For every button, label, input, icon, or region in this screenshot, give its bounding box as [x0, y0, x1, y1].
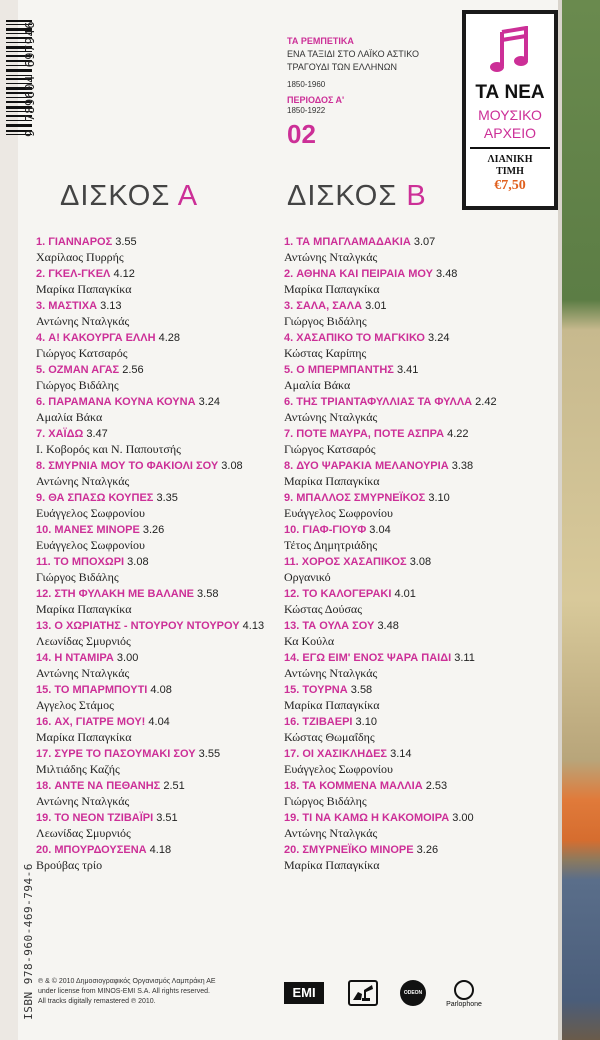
track-line	[284, 268, 544, 281]
track-line	[284, 524, 544, 537]
track-title: ΤΟΥΡΝΑ	[302, 684, 348, 696]
track-line	[284, 748, 544, 761]
track-duration: 3.08	[221, 460, 243, 472]
track-artist: Αντώνης Νταλγκάς	[284, 250, 378, 264]
track-line	[36, 236, 296, 249]
track-number: 12.	[36, 588, 52, 600]
track-item	[284, 460, 544, 492]
parlophone-logo	[440, 980, 488, 1010]
track-duration: 3.24	[198, 396, 221, 408]
track-item	[284, 748, 544, 780]
track-item	[284, 780, 544, 812]
series-subtitle-2: ΤΡΑΓΟΥΔΙ ΤΩΝ ΕΛΛΗΝΩΝ	[287, 62, 398, 72]
track-title: ΓΙΑΝΝΑΡΟΣ	[48, 236, 113, 248]
disc-b-letter: Β	[406, 180, 427, 212]
track-title: ΜΑΣΤΙΧΑ	[48, 300, 98, 312]
track-title: ΓΙΑΦ-ΓΙΟΥΦ	[302, 524, 367, 536]
track-title: ΠΟΤΕ ΜΑΥΡΑ, ΠΟΤΕ ΑΣΠΡΑ	[296, 428, 445, 440]
track-number: 8.	[284, 460, 294, 472]
track-number: 2.	[284, 268, 294, 280]
track-duration: 3.11	[454, 652, 475, 664]
track-title: ΤΑ ΜΠΑΓΛΑΜΑΔΑΚΙΑ	[296, 236, 411, 248]
track-number: 11.	[36, 556, 51, 568]
isbn-text: ISBN 978-960-469-794-6	[21, 863, 35, 1020]
track-item	[284, 652, 544, 684]
track-duration: 3.00	[116, 652, 139, 664]
track-item	[284, 300, 544, 332]
track-duration: 3.58	[197, 588, 219, 600]
track-line	[284, 684, 544, 697]
track-artist: Μαρίκα Παπαγκίκα	[36, 602, 132, 616]
track-number: 10.	[36, 524, 52, 536]
disc-a-tracklist	[36, 236, 296, 876]
track-item	[36, 684, 296, 716]
track-item	[36, 652, 296, 684]
track-artist: Γιώργος Κατσαρός	[36, 346, 128, 360]
track-number: 14.	[36, 652, 52, 664]
track-number: 1.	[284, 236, 294, 248]
track-artist: Αντώνης Νταλγκάς	[284, 826, 378, 840]
his-masters-voice-logo	[348, 980, 378, 1006]
track-line	[284, 396, 544, 409]
track-item	[36, 716, 296, 748]
track-artist: Τέτος Δημητριάδης	[284, 538, 378, 552]
track-duration: 3.35	[156, 492, 178, 504]
track-title: ΠΑΡΑΜΑΝΑ ΚΟΥΝΑ ΚΟΥΝΑ	[48, 396, 196, 408]
track-line	[36, 524, 296, 537]
period-years: 1850-1922	[287, 106, 326, 115]
period-label: ΠΕΡΙΟΔΟΣ Α'	[287, 95, 345, 105]
track-item	[284, 332, 544, 364]
parlophone-emblem-icon	[454, 980, 474, 1000]
track-artist: Ευάγγελος Σωφρονίου	[284, 506, 393, 520]
series-info	[287, 35, 419, 91]
ta-nea-logo	[462, 10, 558, 210]
track-duration: 3.26	[416, 844, 439, 856]
track-artist: Μαρίκα Παπαγκίκα	[284, 698, 380, 712]
track-artist: Αντώνης Νταλγκάς	[284, 410, 378, 424]
track-title: ΤΙ ΝΑ ΚΑΜΩ Η ΚΑΚΟΜΟΙΡΑ	[302, 812, 450, 824]
track-item	[36, 524, 296, 556]
track-item	[284, 364, 544, 396]
track-number: 6.	[284, 396, 294, 408]
track-item	[36, 332, 296, 364]
track-duration: 3.48	[377, 620, 399, 632]
track-item	[36, 812, 296, 844]
track-line	[284, 652, 544, 665]
disc-b-word: ΔΙΣΚΟΣ	[287, 180, 398, 212]
track-line	[36, 620, 296, 633]
track-title: ΤΟ ΚΑΛΟΓΕΡΑΚΙ	[302, 588, 392, 600]
track-title: ΤΟ ΜΠΑΡΜΠΟΥΤΙ	[54, 684, 148, 696]
track-line	[36, 716, 296, 729]
track-duration: 3.58	[350, 684, 373, 696]
track-duration: 4.13	[242, 620, 265, 632]
track-duration: 3.04	[369, 524, 391, 536]
track-item	[36, 780, 296, 812]
track-duration: 4.08	[150, 684, 172, 696]
track-item	[284, 428, 544, 460]
track-item	[36, 556, 296, 588]
track-artist: Ι. Κοβορός και Ν. Παπουτσής	[36, 442, 181, 456]
track-number: 2.	[36, 268, 46, 280]
track-number: 4.	[36, 332, 46, 344]
track-item	[284, 556, 544, 588]
track-title: ΣΜΥΡΝΙΑ ΜΟΥ ΤΟ ΦΑΚΙΟΛΙ ΣΟΥ	[48, 460, 219, 472]
copyright-line-2: under license from MINOS-EMI S.A. All rights reserved.	[38, 988, 210, 995]
track-number: 5.	[284, 364, 294, 376]
track-artist: Μαρίκα Παπαγκίκα	[36, 282, 132, 296]
track-number: 20.	[284, 844, 300, 856]
track-item	[36, 492, 296, 524]
track-title: ΧΑΣΑΠΙΚΟ ΤΟ ΜΑΓΚΙΚΟ	[296, 332, 425, 344]
disc-a-title	[60, 180, 198, 213]
track-line	[36, 556, 296, 569]
track-title: ΕΓΩ ΕΙΜ' ΕΝΟΣ ΨΑΡΑ ΠΑΙΔΙ	[302, 652, 452, 664]
track-number: 8.	[36, 460, 46, 472]
track-artist: Γιώργος Βιδάλης	[36, 378, 119, 392]
track-number: 11.	[284, 556, 299, 568]
track-title: ΤΖΙΒΑΕΡΙ	[302, 716, 353, 728]
track-number: 17.	[36, 748, 52, 760]
track-number: 12.	[284, 588, 300, 600]
track-artist: Μαρίκα Παπαγκίκα	[284, 474, 380, 488]
series-years: 1850-1960	[287, 80, 326, 89]
track-line	[284, 588, 544, 601]
track-title: Ο ΧΩΡΙΑΤΗΣ - ΝΤΟΥΡΟΥ ΝΤΟΥΡΟΥ	[54, 620, 240, 632]
track-title: ΧΑΪΔΩ	[48, 428, 84, 440]
track-duration: 3.48	[436, 268, 458, 280]
track-title: Η ΝΤΑΜΙΡΑ	[54, 652, 114, 664]
track-line	[36, 492, 296, 505]
track-title: ΔΥΟ ΨΑΡΑΚΙΑ ΜΕΛΑΝΟΥΡΙΑ	[296, 460, 449, 472]
track-title: ΣΑΛΑ, ΣΑΛΑ	[296, 300, 363, 312]
copyright-notice	[38, 977, 268, 1007]
track-line	[284, 812, 544, 825]
track-item	[36, 460, 296, 492]
music-note-icon	[490, 26, 530, 76]
track-line	[36, 300, 296, 313]
track-artist: Αντώνης Νταλγκάς	[36, 794, 130, 808]
retail-price: €7,50	[494, 178, 526, 193]
volume-number: 02	[287, 119, 316, 149]
track-line	[284, 844, 544, 857]
track-artist: Αντώνης Νταλγκάς	[36, 314, 130, 328]
track-title: ΣΥΡΕ ΤΟ ΠΑΣΟΥΜΑΚΙ ΣΟΥ	[54, 748, 196, 760]
track-item	[284, 620, 544, 652]
track-duration: 3.10	[428, 492, 450, 504]
disc-a-word: ΔΙΣΚΟΣ	[60, 180, 171, 212]
track-item	[284, 844, 544, 876]
track-number: 7.	[36, 428, 46, 440]
track-artist: Αμαλία Βάκα	[36, 410, 103, 424]
disc-b-tracklist	[284, 236, 544, 876]
track-artist: Αγγελος Στάμος	[36, 698, 114, 712]
track-item	[36, 748, 296, 780]
track-line	[284, 332, 544, 345]
track-line	[36, 684, 296, 697]
track-title: ΜΑΝΕΣ ΜΙΝΟΡΕ	[54, 524, 140, 536]
track-item	[284, 492, 544, 524]
track-number: 10.	[284, 524, 300, 536]
track-item	[284, 524, 544, 556]
track-duration: 3.38	[451, 460, 474, 472]
track-title: ΑΝΤΕ ΝΑ ΠΕΘΑΝΗΣ	[54, 780, 161, 792]
track-line	[284, 780, 544, 793]
track-duration: 3.08	[409, 556, 432, 568]
track-artist: Αντώνης Νταλγκάς	[36, 474, 130, 488]
price-label	[466, 154, 554, 178]
cover-artwork-edge	[558, 0, 600, 1040]
track-item	[36, 396, 296, 428]
track-number: 19.	[36, 812, 52, 824]
track-title: ΑΘΗΝΑ ΚΑΙ ΠΕΙΡΑΙΑ ΜΟΥ	[296, 268, 433, 280]
track-duration: 3.01	[365, 300, 387, 312]
track-item	[284, 588, 544, 620]
track-number: 17.	[284, 748, 300, 760]
track-number: 3.	[284, 300, 294, 312]
track-duration: 3.08	[127, 556, 149, 568]
track-title: ΧΟΡΟΣ ΧΑΣΑΠΙΚΟΣ	[301, 556, 407, 568]
track-item	[284, 396, 544, 428]
track-line	[36, 748, 296, 761]
track-artist: Γιώργος Βιδάλης	[284, 794, 367, 808]
track-item	[284, 716, 544, 748]
track-duration: 4.28	[158, 332, 181, 344]
track-artist: Γιώργος Βιδάλης	[36, 570, 119, 584]
track-item	[36, 588, 296, 620]
track-number: 15.	[36, 684, 52, 696]
track-number: 1.	[36, 236, 46, 248]
track-item	[284, 268, 544, 300]
track-duration: 2.53	[425, 780, 448, 792]
track-title: ΤΟ ΝΕΟΝ ΤΖΙΒΑΪΡΙ	[54, 812, 154, 824]
track-number: 14.	[284, 652, 300, 664]
track-line	[284, 300, 544, 313]
track-line	[36, 460, 296, 473]
disc-a-letter: Α	[177, 180, 199, 212]
track-title: ΤΗΣ ΤΡΙΑΝΤΑΦΥΛΛΙΑΣ ΤΑ ΦΥΛΛΑ	[296, 396, 473, 408]
track-artist: Βρούβας τρίο	[36, 858, 103, 872]
track-title: ΑΧ, ΓΙΑΤΡΕ ΜΟΥ!	[54, 716, 146, 728]
track-artist: Μαρίκα Παπαγκίκα	[284, 858, 380, 872]
price-label-2: ΤΙΜΗ	[496, 166, 524, 177]
track-line	[284, 364, 544, 377]
track-duration: 3.13	[100, 300, 122, 312]
track-line	[36, 588, 296, 601]
track-artist: Λεωνίδας Σμυρνιός	[36, 634, 131, 648]
track-line	[36, 844, 296, 857]
track-line	[36, 396, 296, 409]
price-label-1: ΛΙΑΝΙΚΗ	[487, 154, 533, 165]
series-title: ΤΑ ΡΕΜΠΕΤΙΚΑ	[287, 36, 354, 46]
track-line	[36, 652, 296, 665]
track-line	[284, 620, 544, 633]
track-item	[36, 268, 296, 300]
track-line	[284, 236, 544, 249]
track-title: ΤΑ ΟΥΛΑ ΣΟΥ	[302, 620, 375, 632]
track-artist: Γιώργος Βιδάλης	[284, 314, 367, 328]
track-artist: Χαρίλαος Πυρρής	[36, 250, 124, 264]
track-item	[36, 300, 296, 332]
track-duration: 3.26	[142, 524, 165, 536]
track-number: 5.	[36, 364, 46, 376]
track-item	[284, 812, 544, 844]
track-line	[36, 332, 296, 345]
disc-b-title	[287, 180, 427, 213]
track-artist: Αντώνης Νταλγκάς	[36, 666, 130, 680]
track-line	[36, 812, 296, 825]
track-number: 6.	[36, 396, 46, 408]
logo-ta-nea: ΤΑ ΝΕΑ	[475, 82, 545, 103]
track-artist: Ευάγγελος Σωφρονίου	[36, 506, 145, 520]
track-title: ΟΙ ΧΑΣΙΚΛΗΔΕΣ	[302, 748, 388, 760]
logo-divider	[470, 147, 550, 149]
track-title: ΜΠΑΛΛΟΣ ΣΜΥΡΝΕΪΚΟΣ	[296, 492, 426, 504]
parlophone-name: Parlophone	[446, 1001, 482, 1008]
track-duration: 3.14	[390, 748, 412, 760]
track-number: 7.	[284, 428, 294, 440]
track-artist: Μιλτιάδης Καζής	[36, 762, 120, 776]
track-item	[284, 684, 544, 716]
track-title: ΤΟ ΜΠΟΧΩΡΙ	[53, 556, 125, 568]
track-duration: 3.55	[198, 748, 221, 760]
odeon-logo: ODEON	[400, 980, 426, 1006]
track-title: ΓΚΕΛ-ΓΚΕΛ	[48, 268, 111, 280]
track-number: 19.	[284, 812, 300, 824]
track-number: 4.	[284, 332, 294, 344]
track-duration: 2.42	[475, 396, 497, 408]
track-title: Ο ΜΠΕΡΜΠΑΝΤΗΣ	[296, 364, 394, 376]
track-line	[36, 364, 296, 377]
track-number: 18.	[284, 780, 300, 792]
track-item	[36, 620, 296, 652]
track-number: 9.	[36, 492, 46, 504]
track-title: ΜΠΟΥΡΔΟΥΣΕΝΑ	[54, 844, 147, 856]
series-subtitle-1: ΕΝΑ ΤΑΞΙΔΙ ΣΤΟ ΛΑΪΚΟ ΑΣΤΙΚΟ	[287, 49, 419, 59]
track-item	[36, 236, 296, 268]
track-artist: Κώστας Θωμαΐδης	[284, 730, 375, 744]
track-line	[284, 556, 544, 569]
barcode-number: 9 789604 697946	[22, 21, 37, 137]
track-artist: Κα Κούλα	[284, 634, 335, 648]
track-duration: 3.24	[428, 332, 450, 344]
track-duration: 3.51	[156, 812, 178, 824]
track-line	[284, 428, 544, 441]
track-title: ΘΑ ΣΠΑΣΩ ΚΟΥΠΕΣ	[48, 492, 154, 504]
track-number: 15.	[284, 684, 300, 696]
track-line	[284, 460, 544, 473]
track-item	[284, 236, 544, 268]
dog-gramophone-icon	[350, 982, 376, 1004]
track-artist: Γιώργος Κατσαρός	[284, 442, 376, 456]
track-title: ΟΖΜΑΝ ΑΓΑΣ	[48, 364, 120, 376]
track-number: 13.	[36, 620, 52, 632]
copyright-line-3: All tracks digitally remastered ℗ 2010.	[38, 998, 156, 1005]
track-line	[284, 716, 544, 729]
sleeve-edge	[558, 0, 562, 1040]
track-duration: 4.22	[447, 428, 469, 440]
track-duration: 3.07	[413, 236, 436, 248]
track-artist: Ευάγγελος Σωφρονίου	[284, 762, 393, 776]
track-artist: Μαρίκα Παπαγκίκα	[36, 730, 132, 744]
emi-logo: EMI	[284, 982, 324, 1004]
copyright-line-1: ℗ & © 2010 Δημοσιογραφικός Οργανισμός Λαμπράκη ΑΕ	[38, 978, 216, 985]
track-artist: Οργανικό	[284, 570, 331, 584]
track-duration: 3.10	[355, 716, 377, 728]
track-number: 3.	[36, 300, 46, 312]
track-duration: 3.47	[86, 428, 108, 440]
track-title: ΣΜΥΡΝΕΪΚΟ ΜΙΝΟΡΕ	[302, 844, 414, 856]
track-item	[36, 364, 296, 396]
logo-mousiko: ΜΟΥΣΙΚΟ	[478, 107, 542, 123]
track-duration: 2.51	[163, 780, 185, 792]
track-artist: Αμαλία Βάκα	[284, 378, 351, 392]
track-number: 18.	[36, 780, 52, 792]
track-title: ΤΑ ΚΟΜΜΕΝΑ ΜΑΛΛΙΑ	[302, 780, 423, 792]
track-artist: Λεωνίδας Σμυρνιός	[36, 826, 131, 840]
track-number: 9.	[284, 492, 294, 504]
track-duration: 3.55	[115, 236, 137, 248]
track-artist: Ευάγγελος Σωφρονίου	[36, 538, 145, 552]
track-artist: Μαρίκα Παπαγκίκα	[284, 282, 380, 296]
track-title: ΣΤΗ ΦΥΛΑΚΗ ΜΕ ΒΑΛΑΝΕ	[54, 588, 194, 600]
track-duration: 3.00	[452, 812, 474, 824]
track-item	[36, 428, 296, 460]
track-duration: 4.04	[148, 716, 170, 728]
track-line	[36, 268, 296, 281]
track-title: Α! ΚΑΚΟΥΡΓΑ ΕΛΛΗ	[48, 332, 156, 344]
track-line	[36, 428, 296, 441]
track-duration: 4.12	[113, 268, 135, 280]
track-duration: 3.41	[396, 364, 419, 376]
track-number: 13.	[284, 620, 300, 632]
logo-archeio: ΑΡΧΕΙΟ	[483, 125, 537, 141]
track-artist: Αντώνης Νταλγκάς	[284, 666, 378, 680]
track-duration: 4.18	[149, 844, 172, 856]
track-duration: 4.01	[394, 588, 416, 600]
track-artist: Κώστας Καρίπης	[284, 346, 367, 360]
track-duration: 2.56	[122, 364, 144, 376]
track-line	[284, 492, 544, 505]
track-item	[36, 844, 296, 876]
track-number: 20.	[36, 844, 52, 856]
track-artist: Κώστας Δούσας	[284, 602, 362, 616]
track-line	[36, 780, 296, 793]
track-number: 16.	[284, 716, 300, 728]
track-number: 16.	[36, 716, 52, 728]
